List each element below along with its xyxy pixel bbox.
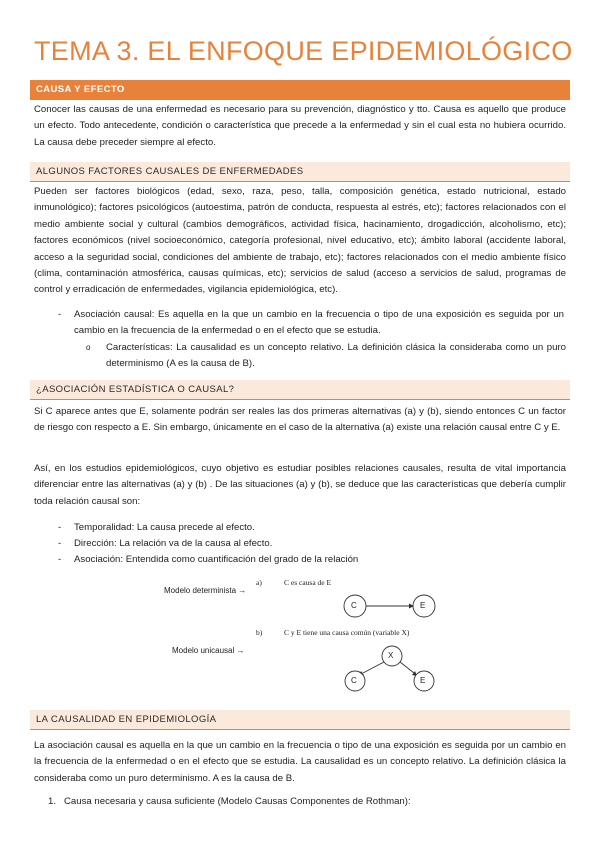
node-e-label: E: [420, 601, 426, 610]
paragraph-factores: Pueden ser factores biológicos (edad, sexo, raza, peso, talla, composición genética, estado nutricional, estado inmunológico); factores psicológicos (autoestima, patrón de conducta, respuesta al estrés, etc); factores relacionados con el medio ambiente social y cultural (cambios demográficos, actividad física, hacinamiento, drogadicción, alcoholismo, etc); factores económicos (nivel socioeconómico, categoría profesional, nivel educativo, etc); ámbito laboral (accidente laboral, acceso a la seguridad social, condiciones del ambiente de trabajo, etc); factores relacionados con el medio ambiente físico (clima, contaminación atmosférica, causas químicas, etc); servicios de salud (acceso a servicios de salud, programas de control y erradicación de enfermedades, vigilancia epidemiológica, etc).: [34, 186, 566, 296]
paragraph-asociacion-1: Si C aparece antes que E, solamente podrán ser reales las dos primeras alternativas (a) y (b), siendo entonces C un factor de riesgo con respecto a E. Sin embargo, únicamente en el caso de la alternativa (a) existe una relación causal entre C y E.: [34, 406, 566, 434]
node-e2-label: E: [420, 676, 426, 685]
node-c2-label: C: [351, 676, 357, 685]
section-heading-causalidad: LA CAUSALIDAD EN EPIDEMIOLOGÍA: [30, 710, 570, 730]
section-heading-factores: ALGUNOS FACTORES CAUSALES DE ENFERMEDADES: [30, 162, 570, 182]
figure-diagram: [160, 574, 460, 700]
bullet-dash: -: [58, 309, 62, 320]
section-heading-asociacion: ¿ASOCIACIÓN ESTADÍSTICA O CAUSAL?: [30, 380, 570, 400]
figure-label-b: b): [256, 628, 263, 637]
sub-bullet-text: Características: La causalidad es un concepto relativo. La definición clásica la consideraba como un puro determinismo (A es la causa de B).: [106, 342, 566, 370]
node-x-label: X: [388, 651, 394, 660]
bullet-dash: -: [58, 554, 62, 565]
sub-bullet-circle: o: [86, 343, 91, 352]
figure-label-a: a): [256, 578, 262, 587]
arrow-x-to-e: [400, 662, 414, 673]
bullet-text: Temporalidad: La causa precede al efecto.: [74, 522, 255, 533]
bullet-text: Asociación causal: Es aquella en la que un cambio en la frecuencia o tipo de una exposición es seguida por un cambio en la frecuencia de la enfermedad o en el efecto que se estudia.: [74, 309, 564, 337]
page-title: TEMA 3. EL ENFOQUE EPIDEMIOLÓGICO: [34, 36, 573, 66]
arrow-x-to-c: [363, 662, 384, 673]
figure-caption-b: C y E tiene una causa común (variable X): [284, 628, 410, 637]
bullet-dash: -: [58, 538, 62, 549]
bullet-dash: -: [58, 522, 62, 533]
node-c-label: C: [351, 601, 357, 610]
causal-models-figure: [160, 574, 460, 700]
paragraph-asociacion-2: Así, en los estudios epidemiológicos, cuyo objetivo es estudiar posibles relaciones causales, resulta de vital importancia diferenciar entre las alternativas (a) y (b) . De las situaciones (a) y (b), se deduce que las características que debería cumplir toda relación causal son:: [34, 463, 566, 507]
section-heading-causa: CAUSA Y EFECTO: [30, 80, 570, 100]
paragraph-causa: Conocer las causas de una enfermedad es necesario para su prevención, diagnóstico y tto. Causa es aquello que produce un efecto. Todo antecedente, condición o característica que precede a la enfermedad y sin el cual esta no hubiera ocurrido. La causa debe preceder siempre al efecto.: [34, 104, 566, 148]
figure-label-unicausal: Modelo unicausal →: [172, 646, 245, 655]
figure-label-deterministic: Modelo determinista →: [164, 586, 247, 595]
item-number: 1.: [48, 796, 57, 807]
figure-caption-a: C es causa de E: [284, 578, 332, 587]
bullet-text: Asociación: Entendida como cuantificación del grado de la relación: [74, 554, 359, 565]
paragraph-causalidad: La asociación causal es aquella en la que un cambio en la frecuencia o tipo de una exposición es seguida por un cambio en la frecuencia de la enfermedad o en el efecto que se estudia. La causalidad es un concepto relativo. La definición clásica la consideraba como un puro determinismo. A es la causa de B.: [34, 740, 566, 784]
bullet-text: Dirección: La relación va de la causa al efecto.: [74, 538, 273, 549]
item-text: Causa necesaria y causa suficiente (Modelo Causas Componentes de Rothman):: [64, 796, 411, 807]
